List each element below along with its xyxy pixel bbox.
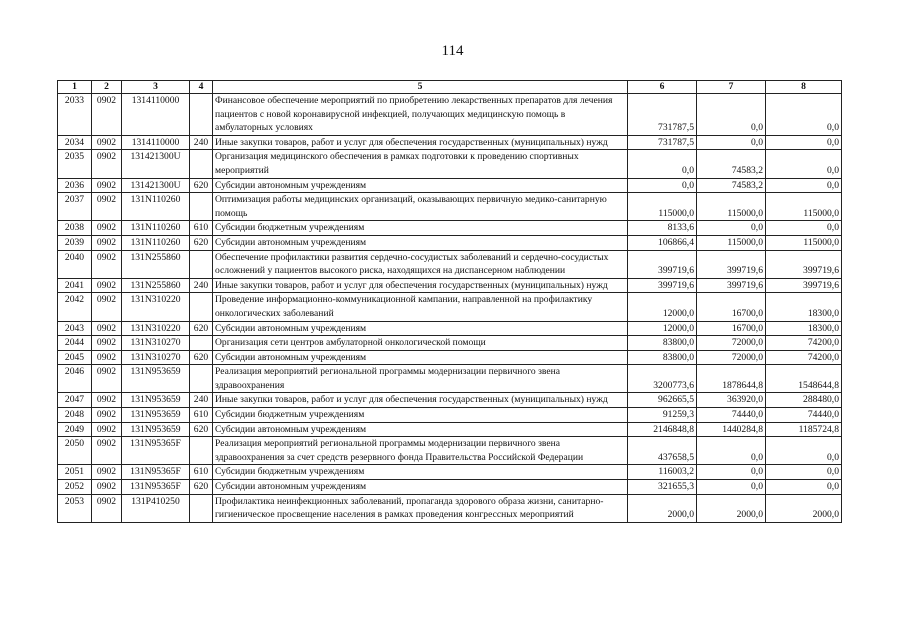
section-code-cell: 0902	[92, 221, 122, 236]
target-article-code-cell: 131P410250	[122, 494, 190, 522]
target-article-code-cell: 131N310270	[122, 336, 190, 351]
amount-year3-cell: 0,0	[766, 480, 842, 495]
column-header: 7	[697, 81, 766, 94]
amount-year3-cell: 288480,0	[766, 393, 842, 408]
amount-year3-cell: 1548644,8	[766, 365, 842, 393]
target-article-code-cell: 131N953659	[122, 365, 190, 393]
amount-year1-cell: 83800,0	[628, 350, 697, 365]
table-row	[58, 135, 842, 150]
expense-type-code-cell: 610	[190, 465, 213, 480]
item-name-cell: Субсидии автономным учреждениям	[213, 422, 628, 437]
table-row	[58, 278, 842, 293]
amount-year1-cell: 0,0	[628, 178, 697, 193]
item-name-cell: Субсидии бюджетным учреждениям	[213, 221, 628, 236]
row-number-cell: 2051	[58, 465, 92, 480]
amount-year2-cell: 74583,2	[697, 150, 766, 178]
table-row	[58, 393, 842, 408]
amount-year2-cell: 0,0	[697, 221, 766, 236]
table-row	[58, 422, 842, 437]
expense-type-code-cell: 620	[190, 350, 213, 365]
section-code-cell: 0902	[92, 422, 122, 437]
item-name-cell: Профилактика неинфекционных заболеваний, пропаганда здорового образа жизни, санитарно-гигиеническое просвещение населения в рамках проведения конгрессных мероприятий	[213, 494, 628, 522]
expense-type-code-cell: 620	[190, 178, 213, 193]
section-code-cell: 0902	[92, 293, 122, 321]
expense-type-code-cell: 620	[190, 321, 213, 336]
amount-year2-cell: 115000,0	[697, 235, 766, 250]
amount-year2-cell: 16700,0	[697, 321, 766, 336]
section-code-cell: 0902	[92, 494, 122, 522]
section-code-cell: 0902	[92, 150, 122, 178]
amount-year1-cell: 321655,3	[628, 480, 697, 495]
item-name-cell: Организация сети центров амбулаторной онкологической помощи	[213, 336, 628, 351]
row-number-cell: 2045	[58, 350, 92, 365]
table-row	[58, 494, 842, 522]
table-row	[58, 321, 842, 336]
amount-year3-cell: 1185724,8	[766, 422, 842, 437]
row-number-cell: 2042	[58, 293, 92, 321]
row-number-cell: 2047	[58, 393, 92, 408]
amount-year1-cell: 115000,0	[628, 193, 697, 221]
amount-year3-cell: 0,0	[766, 135, 842, 150]
column-header: 1	[58, 81, 92, 94]
row-number-cell: 2040	[58, 250, 92, 278]
amount-year1-cell: 12000,0	[628, 321, 697, 336]
table-row	[58, 293, 842, 321]
section-code-cell: 0902	[92, 336, 122, 351]
amount-year1-cell: 437658,5	[628, 437, 697, 465]
section-code-cell: 0902	[92, 135, 122, 150]
table-row	[58, 336, 842, 351]
section-code-cell: 0902	[92, 408, 122, 423]
row-number-cell: 2033	[58, 94, 92, 136]
amount-year3-cell: 2000,0	[766, 494, 842, 522]
target-article-code-cell: 131N110260	[122, 221, 190, 236]
item-name-cell: Реализация мероприятий региональной программы модернизации первичного звена здравоохранения	[213, 365, 628, 393]
column-header: 6	[628, 81, 697, 94]
amount-year2-cell: 16700,0	[697, 293, 766, 321]
expense-type-code-cell: 620	[190, 422, 213, 437]
table-row	[58, 150, 842, 178]
item-name-cell: Финансовое обеспечение мероприятий по приобретению лекарственных препаратов для лечения пациентов с новой коронавирусной инфекцией, получающих медицинскую помощь в амбулаторных условиях	[213, 94, 628, 136]
target-article-code-cell: 131N110260	[122, 193, 190, 221]
amount-year1-cell: 106866,4	[628, 235, 697, 250]
table-row	[58, 350, 842, 365]
section-code-cell: 0902	[92, 278, 122, 293]
item-name-cell: Субсидии бюджетным учреждениям	[213, 465, 628, 480]
amount-year1-cell: 83800,0	[628, 336, 697, 351]
amount-year3-cell: 74440,0	[766, 408, 842, 423]
page-number: 114	[441, 43, 464, 59]
expense-type-code-cell: 240	[190, 278, 213, 293]
row-number-cell: 2049	[58, 422, 92, 437]
section-code-cell: 0902	[92, 193, 122, 221]
column-header: 2	[92, 81, 122, 94]
amount-year1-cell: 2146848,8	[628, 422, 697, 437]
amount-year3-cell: 18300,0	[766, 293, 842, 321]
amount-year1-cell: 399719,6	[628, 278, 697, 293]
amount-year2-cell: 0,0	[697, 94, 766, 136]
item-name-cell: Организация медицинского обеспечения в рамках подготовки к проведению спортивных мероприятий	[213, 150, 628, 178]
amount-year2-cell: 74583,2	[697, 178, 766, 193]
amount-year2-cell: 2000,0	[697, 494, 766, 522]
amount-year2-cell: 0,0	[697, 437, 766, 465]
table-row	[58, 178, 842, 193]
amount-year3-cell: 18300,0	[766, 321, 842, 336]
target-article-code-cell: 131421300U	[122, 178, 190, 193]
amount-year3-cell: 0,0	[766, 221, 842, 236]
table-row	[58, 94, 842, 136]
item-name-cell: Оптимизация работы медицинских организаций, оказывающих первичную медико-санитарную помощь	[213, 193, 628, 221]
row-number-cell: 2043	[58, 321, 92, 336]
budget-table	[57, 80, 842, 523]
target-article-code-cell: 131N310220	[122, 293, 190, 321]
amount-year1-cell: 12000,0	[628, 293, 697, 321]
table-row	[58, 465, 842, 480]
section-code-cell: 0902	[92, 365, 122, 393]
expense-type-code-cell	[190, 293, 213, 321]
table-row	[58, 365, 842, 393]
expense-type-code-cell	[190, 437, 213, 465]
section-code-cell: 0902	[92, 480, 122, 495]
item-name-cell: Субсидии автономным учреждениям	[213, 178, 628, 193]
amount-year3-cell: 0,0	[766, 150, 842, 178]
target-article-code-cell: 131N310220	[122, 321, 190, 336]
amount-year1-cell: 3200773,6	[628, 365, 697, 393]
section-code-cell: 0902	[92, 393, 122, 408]
row-number-cell: 2038	[58, 221, 92, 236]
section-code-cell: 0902	[92, 465, 122, 480]
amount-year3-cell: 0,0	[766, 465, 842, 480]
expense-type-code-cell: 610	[190, 408, 213, 423]
item-name-cell: Обеспечение профилактики развития сердечно-сосудистых заболеваний и сердечно-сосудистых осложнений у пациентов высокого риска, находящихся на диспансерном наблюдении	[213, 250, 628, 278]
amount-year2-cell: 115000,0	[697, 193, 766, 221]
amount-year1-cell: 116003,2	[628, 465, 697, 480]
row-number-cell: 2046	[58, 365, 92, 393]
table-row	[58, 193, 842, 221]
target-article-code-cell: 131N95365F	[122, 480, 190, 495]
section-code-cell: 0902	[92, 235, 122, 250]
column-header: 4	[190, 81, 213, 94]
amount-year3-cell: 115000,0	[766, 193, 842, 221]
target-article-code-cell: 131421300U	[122, 150, 190, 178]
row-number-cell: 2052	[58, 480, 92, 495]
item-name-cell: Субсидии автономным учреждениям	[213, 321, 628, 336]
amount-year1-cell: 731787,5	[628, 94, 697, 136]
section-code-cell: 0902	[92, 350, 122, 365]
amount-year2-cell: 1440284,8	[697, 422, 766, 437]
amount-year2-cell: 399719,6	[697, 278, 766, 293]
target-article-code-cell: 131N255860	[122, 278, 190, 293]
row-number-cell: 2048	[58, 408, 92, 423]
table-row	[58, 221, 842, 236]
item-name-cell: Субсидии автономным учреждениям	[213, 235, 628, 250]
amount-year2-cell: 1878644,8	[697, 365, 766, 393]
amount-year3-cell: 0,0	[766, 178, 842, 193]
amount-year1-cell: 731787,5	[628, 135, 697, 150]
target-article-code-cell: 131N95365F	[122, 465, 190, 480]
target-article-code-cell: 131N95365F	[122, 437, 190, 465]
amount-year1-cell: 399719,6	[628, 250, 697, 278]
row-number-cell: 2035	[58, 150, 92, 178]
amount-year1-cell: 0,0	[628, 150, 697, 178]
amount-year2-cell: 74440,0	[697, 408, 766, 423]
amount-year1-cell: 962665,5	[628, 393, 697, 408]
row-number-cell: 2037	[58, 193, 92, 221]
expense-type-code-cell: 620	[190, 480, 213, 495]
expense-type-code-cell	[190, 365, 213, 393]
row-number-cell: 2050	[58, 437, 92, 465]
amount-year3-cell: 0,0	[766, 437, 842, 465]
row-number-cell: 2053	[58, 494, 92, 522]
section-code-cell: 0902	[92, 437, 122, 465]
item-name-cell: Проведение информационно-коммуникационной кампании, направленной на профилактику онкологических заболеваний	[213, 293, 628, 321]
amount-year2-cell: 0,0	[697, 480, 766, 495]
table-row	[58, 408, 842, 423]
table-row	[58, 250, 842, 278]
amount-year3-cell: 115000,0	[766, 235, 842, 250]
target-article-code-cell: 131N310270	[122, 350, 190, 365]
table-header-row	[58, 81, 842, 94]
amount-year2-cell: 399719,6	[697, 250, 766, 278]
item-name-cell: Субсидии бюджетным учреждениям	[213, 408, 628, 423]
expense-type-code-cell	[190, 494, 213, 522]
expense-type-code-cell: 240	[190, 135, 213, 150]
item-name-cell: Субсидии автономным учреждениям	[213, 350, 628, 365]
amount-year2-cell: 363920,0	[697, 393, 766, 408]
column-header: 5	[213, 81, 628, 94]
expense-type-code-cell	[190, 250, 213, 278]
row-number-cell: 2039	[58, 235, 92, 250]
amount-year2-cell: 72000,0	[697, 336, 766, 351]
column-header: 8	[766, 81, 842, 94]
table-row	[58, 235, 842, 250]
row-number-cell: 2044	[58, 336, 92, 351]
expense-type-code-cell	[190, 193, 213, 221]
row-number-cell: 2034	[58, 135, 92, 150]
row-number-cell: 2036	[58, 178, 92, 193]
table-row	[58, 480, 842, 495]
expense-type-code-cell	[190, 336, 213, 351]
item-name-cell: Иные закупки товаров, работ и услуг для обеспечения государственных (муниципальных) нужд	[213, 393, 628, 408]
section-code-cell: 0902	[92, 94, 122, 136]
target-article-code-cell: 131N953659	[122, 422, 190, 437]
amount-year1-cell: 8133,6	[628, 221, 697, 236]
amount-year2-cell: 0,0	[697, 465, 766, 480]
row-number-cell: 2041	[58, 278, 92, 293]
target-article-code-cell: 131N953659	[122, 393, 190, 408]
column-header: 3	[122, 81, 190, 94]
expense-type-code-cell	[190, 150, 213, 178]
expense-type-code-cell	[190, 94, 213, 136]
section-code-cell: 0902	[92, 250, 122, 278]
amount-year3-cell: 74200,0	[766, 350, 842, 365]
target-article-code-cell: 1314110000	[122, 135, 190, 150]
amount-year3-cell: 74200,0	[766, 336, 842, 351]
target-article-code-cell: 131N255860	[122, 250, 190, 278]
table-row	[58, 437, 842, 465]
expense-type-code-cell: 620	[190, 235, 213, 250]
target-article-code-cell: 131N953659	[122, 408, 190, 423]
section-code-cell: 0902	[92, 178, 122, 193]
expense-type-code-cell: 240	[190, 393, 213, 408]
item-name-cell: Субсидии автономным учреждениям	[213, 480, 628, 495]
expense-type-code-cell: 610	[190, 221, 213, 236]
target-article-code-cell: 131N110260	[122, 235, 190, 250]
amount-year2-cell: 0,0	[697, 135, 766, 150]
item-name-cell: Реализация мероприятий региональной программы модернизации первичного звена здравоохранения за счет средств резервного фонда Правительства Российской Федерации	[213, 437, 628, 465]
amount-year3-cell: 399719,6	[766, 250, 842, 278]
item-name-cell: Иные закупки товаров, работ и услуг для обеспечения государственных (муниципальных) нужд	[213, 278, 628, 293]
amount-year3-cell: 399719,6	[766, 278, 842, 293]
amount-year1-cell: 91259,3	[628, 408, 697, 423]
amount-year3-cell: 0,0	[766, 94, 842, 136]
amount-year1-cell: 2000,0	[628, 494, 697, 522]
amount-year2-cell: 72000,0	[697, 350, 766, 365]
section-code-cell: 0902	[92, 321, 122, 336]
item-name-cell: Иные закупки товаров, работ и услуг для обеспечения государственных (муниципальных) нужд	[213, 135, 628, 150]
target-article-code-cell: 1314110000	[122, 94, 190, 136]
